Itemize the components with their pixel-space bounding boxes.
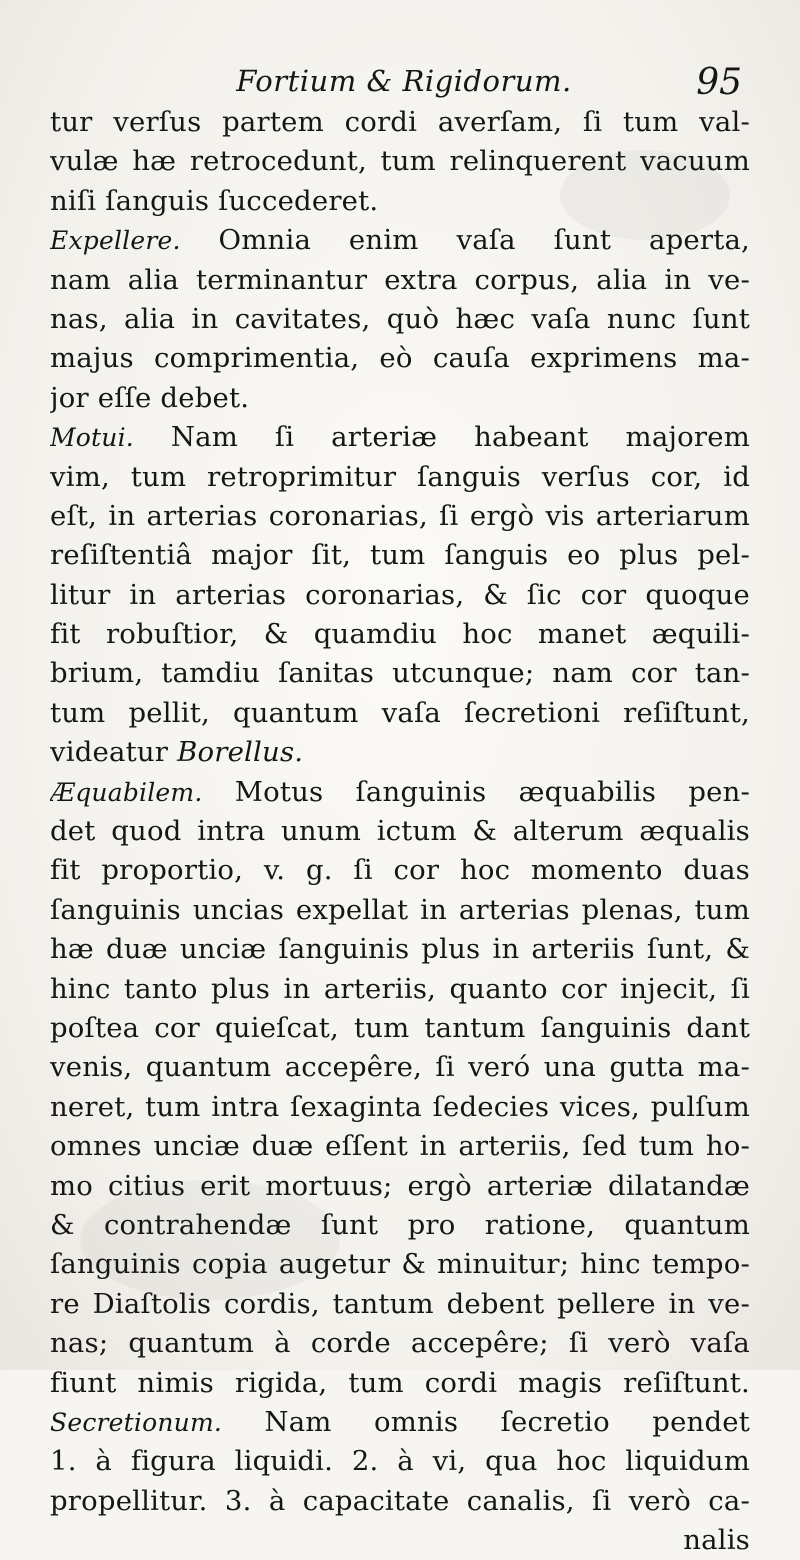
text-line: eſt, in arterias coronarias, ſi ergò vis arteriarum [50, 499, 750, 532]
author-name: Borellus. [177, 736, 304, 769]
text-line: majus comprimentia, eò cauſa exprimens ma- [50, 342, 750, 375]
text-line: reſiſtentiâ major ſit, tum ſanguis eo plus pel- [50, 539, 750, 572]
text-line: neret, tum intra ſexaginta ſedecies vices, pulſum [50, 1090, 750, 1123]
text-line: brium, tamdiu ſanitas utcunque; nam cor tan- [50, 657, 750, 690]
running-head: Fortium & Rigidorum. [236, 64, 572, 98]
text-line: poſtea cor quieſcat, tum tantum ſanguinis dant [50, 1011, 750, 1044]
text-line: ſanguinis uncias expellat in arterias plenas, tum [50, 893, 750, 926]
text-line: & contrahendæ ſunt pro ratione, quantum [50, 1208, 750, 1241]
text-line: Secretionum. Nam omnis ſecretio pendet [50, 1405, 750, 1438]
section-lead: Æquabilem. [50, 777, 203, 807]
section-lead: Expellere. [50, 226, 181, 256]
page-header [48, 64, 760, 104]
text-line: nas; quantum à corde accepêre; ſi verò vaſa [50, 1327, 750, 1360]
text-line: ſanguinis copia augetur & minuitur; hinc tempo- [50, 1248, 750, 1281]
text-line: jor eſſe debet. [50, 381, 250, 414]
text-line: nam alia terminantur extra corpus, alia in ve- [50, 263, 750, 296]
section-lead: Motui. [50, 423, 134, 453]
body-text [50, 103, 750, 1560]
text-line: det quod intra unum ictum & alterum æqualis [50, 815, 750, 848]
text-line: 1. à figura liquidi. 2. à vi, qua hoc liquidum [50, 1445, 750, 1478]
page-number: 95 [696, 62, 742, 103]
text-line: vulæ hæ retrocedunt, tum relinquerent vacuum [50, 145, 750, 178]
text-line: omnes unciæ duæ eſſent in arteriis, ſed tum ho- [50, 1130, 750, 1163]
text-line: vim, tum retroprimitur ſanguis verſus cor, id [50, 460, 750, 493]
text-line: fiunt nimis rigida, tum cordi magis reſiſtunt. [50, 1366, 750, 1399]
text-line: litur in arterias coronarias, & ſic cor quoque [50, 578, 750, 611]
text-line: hinc tanto plus in arteriis, quanto cor injecit, ſi [50, 972, 750, 1005]
text-line: Motui. Nam ſi arteriæ habeant majorem [50, 421, 750, 454]
text-line: propellitur. 3. à capacitate canalis, ſi verò ca- [50, 1484, 750, 1517]
text-line: re Diaſtolis cordis, tantum debent pellere in ve- [50, 1287, 750, 1320]
text-line: tum pellit, quantum vaſa ſecretioni reſiſtunt, [50, 696, 750, 729]
text-line: Expellere. Omnia enim vaſa ſunt aperta, [50, 224, 750, 257]
text-line: videatur Borellus. [50, 736, 304, 769]
text-line: fit proportio, v. g. ſi cor hoc momento duas [50, 854, 750, 887]
text-line: nas, alia in cavitates, quò hæc vaſa nunc ſunt [50, 302, 750, 335]
catchword: nalis [683, 1524, 750, 1557]
text-line: tur verſus partem cordi averſam, ſi tum val- [50, 106, 750, 138]
text-line: mo citius erit mortuus; ergò arteriæ dilatandæ [50, 1169, 750, 1202]
text-line: Æquabilem. Motus ſanguinis æquabilis pen- [50, 775, 750, 808]
text-line: fit robuſtior, & quamdiu hoc manet æquili- [50, 618, 750, 651]
section-lead: Secretionum. [50, 1407, 223, 1437]
text-line: venis, quantum accepêre, ſi veró una gutta ma- [50, 1051, 750, 1084]
text-line: niſi ſanguis ſuccederet. [50, 184, 379, 217]
text-line: hæ duæ unciæ ſanguinis plus in arteriis ſunt, & [50, 933, 750, 966]
